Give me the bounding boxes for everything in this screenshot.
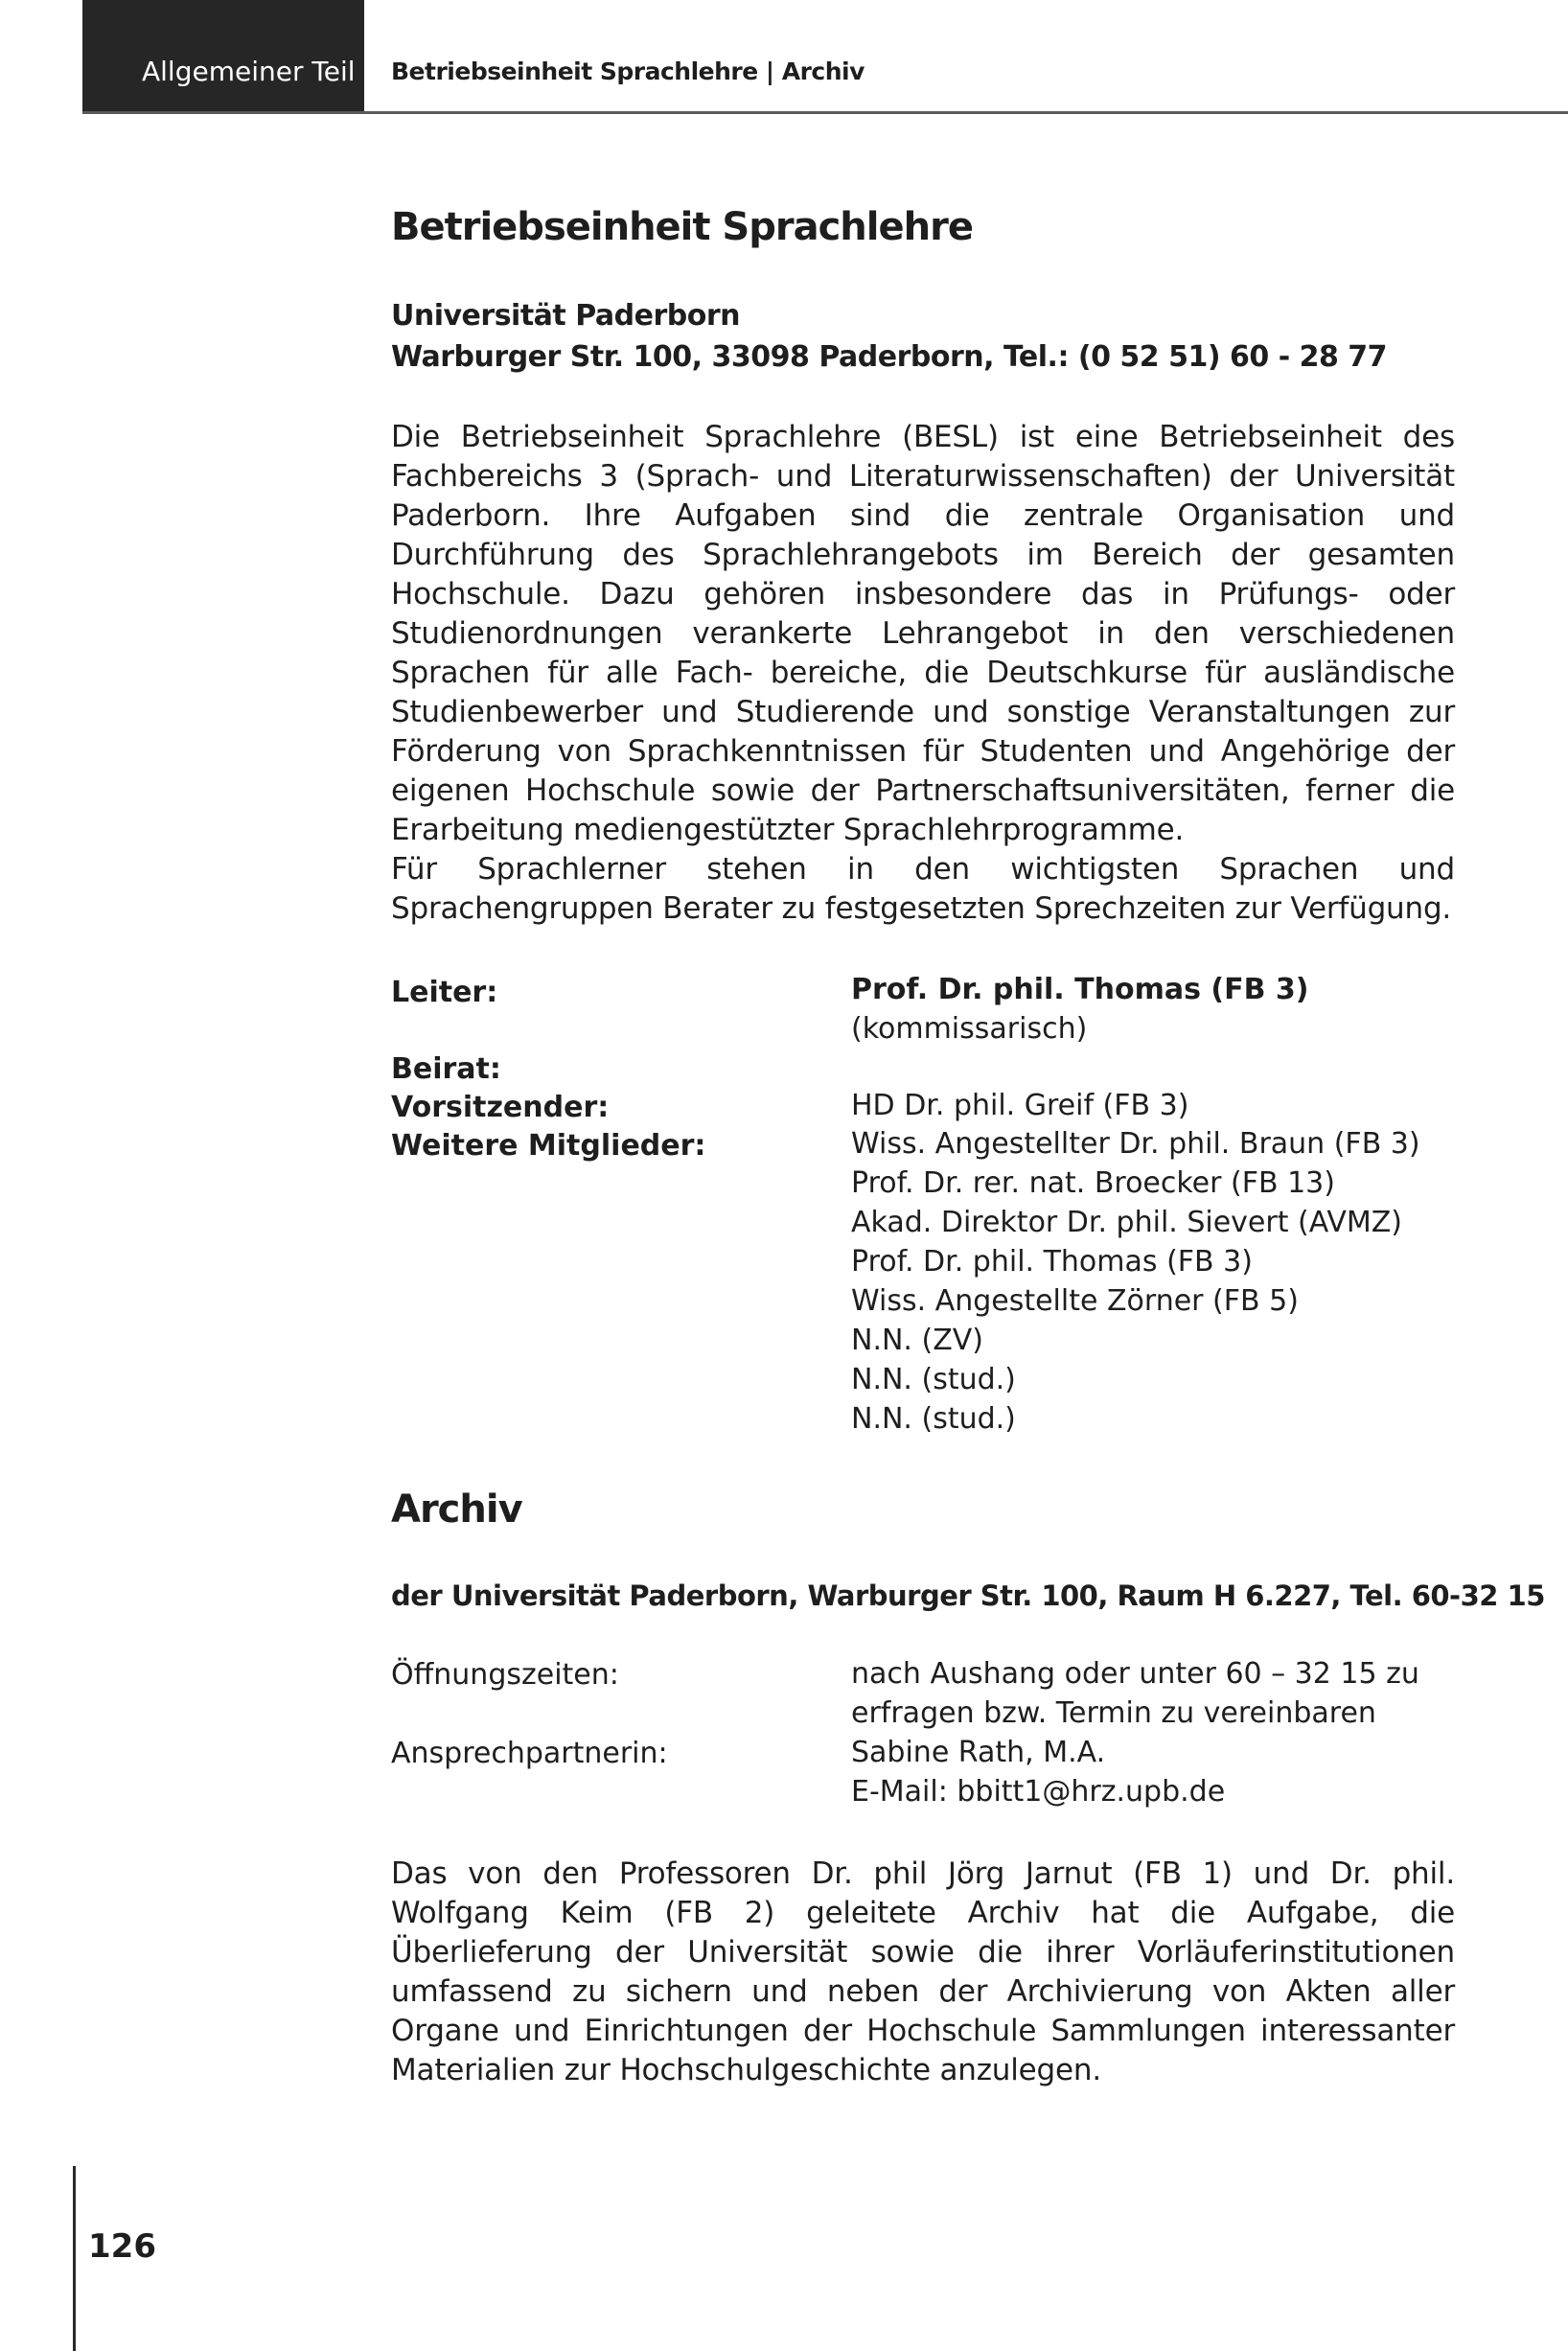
- page-number-rule: [73, 2166, 76, 2351]
- mitglied-item: Wiss. Angestellter Dr. phil. Braun (FB 3): [851, 1127, 1420, 1161]
- sprachlehre-address: Warburger Str. 100, 33098 Paderborn, Tel.: (0 52 51) 60 - 28 77: [391, 340, 1388, 374]
- vorsitzender-label: Vorsitzender:: [391, 1091, 610, 1124]
- sprachlehre-institution: Universität Paderborn: [391, 299, 740, 333]
- sprachlehre-description: Die Betriebseinheit Sprachlehre (BESL) ist eine Betriebseinheit des Fachbereichs 3 (Sprach- und Literaturwissenschaften) der Universität Paderborn. Ihre Aufgaben sind die zentrale Organisation und Durchführung des Sprachlehrangebots im Bereich der gesamten Hochschule. Dazu gehören insbesondere das in Prüfungs- oder Studienordnungen verankerte Lehrangebot in den verschiedenen Sprachen für alle Fach- bereiche, die Deutschkurse für ausländische Studienbewerber und Studierende und sonstige Veranstaltungen zur Förderung von Sprachkenntnissen für Studenten und Angehörige der eigenen Hochschule sowie der Partnerschaftsuniversitäten, ferner die Erarbeitung mediengestützter Sprachlehrprogramme.: [391, 420, 1455, 847]
- hours-line-2: erfragen bzw. Termin zu vereinbaren: [851, 1696, 1376, 1730]
- mitglied-item: Wiss. Angestellte Zörner (FB 5): [851, 1284, 1299, 1318]
- contact-name: Sabine Rath, M.A.: [851, 1736, 1106, 1769]
- mitglied-item: Prof. Dr. rer. nat. Broecker (FB 13): [851, 1166, 1335, 1200]
- section-tab: Allgemeiner Teil: [82, 0, 364, 111]
- header-rule: [82, 111, 1568, 114]
- mitglied-item: N.N. (stud.): [851, 1363, 1016, 1396]
- sprachlehre-title: Betriebseinheit Sprachlehre: [391, 205, 973, 249]
- hours-label: Öffnungszeiten:: [391, 1658, 619, 1692]
- leiter-name: Prof. Dr. phil. Thomas (FB 3): [851, 973, 1309, 1006]
- vorsitzender-name: HD Dr. phil. Greif (FB 3): [851, 1089, 1189, 1122]
- contact-label: Ansprechpartnerin:: [391, 1737, 668, 1770]
- leiter-note: (kommissarisch): [851, 1012, 1088, 1046]
- hours-line-1: nach Aushang oder unter 60 – 32 15 zu: [851, 1657, 1419, 1691]
- breadcrumb: Betriebseinheit Sprachlehre | Archiv: [391, 58, 865, 85]
- sprachlehre-advisors: Für Sprachlerner stehen in den wichtigsten Sprachen und Sprachengruppen Berater zu festgesetzten Sprechzeiten zur Verfügung.: [391, 852, 1455, 926]
- contact-email: E-Mail: bbitt1@hrz.upb.de: [851, 1775, 1226, 1809]
- mitglieder-label: Weitere Mitglieder:: [391, 1129, 706, 1163]
- beirat-label: Beirat:: [391, 1052, 501, 1086]
- mitglied-item: Akad. Direktor Dr. phil. Sievert (AVMZ): [851, 1206, 1402, 1239]
- archiv-description: Das von den Professoren Dr. phil Jörg Jarnut (FB 1) und Dr. phil. Wolfgang Keim (FB 2) geleitete Archiv hat die Aufgabe, die Überlieferung der Universität sowie die ihrer Vorläuferinstitutionen umfassend zu sichern und neben der Archivierung von Akten aller Organe und Einrichtungen der Hochschule Sammlungen interessanter Materialien zur Hochschulgeschichte anzulegen.: [391, 1856, 1455, 2087]
- mitglied-item: Prof. Dr. phil. Thomas (FB 3): [851, 1245, 1253, 1279]
- archiv-title: Archiv: [391, 1487, 522, 1532]
- archiv-address: der Universität Paderborn, Warburger Str. 100, Raum H 6.227, Tel. 60-32 15: [391, 1579, 1545, 1612]
- leiter-label: Leiter:: [391, 976, 498, 1009]
- mitglied-item: N.N. (stud.): [851, 1402, 1016, 1436]
- mitglied-item: N.N. (ZV): [851, 1324, 983, 1357]
- page-number: 126: [88, 2227, 156, 2266]
